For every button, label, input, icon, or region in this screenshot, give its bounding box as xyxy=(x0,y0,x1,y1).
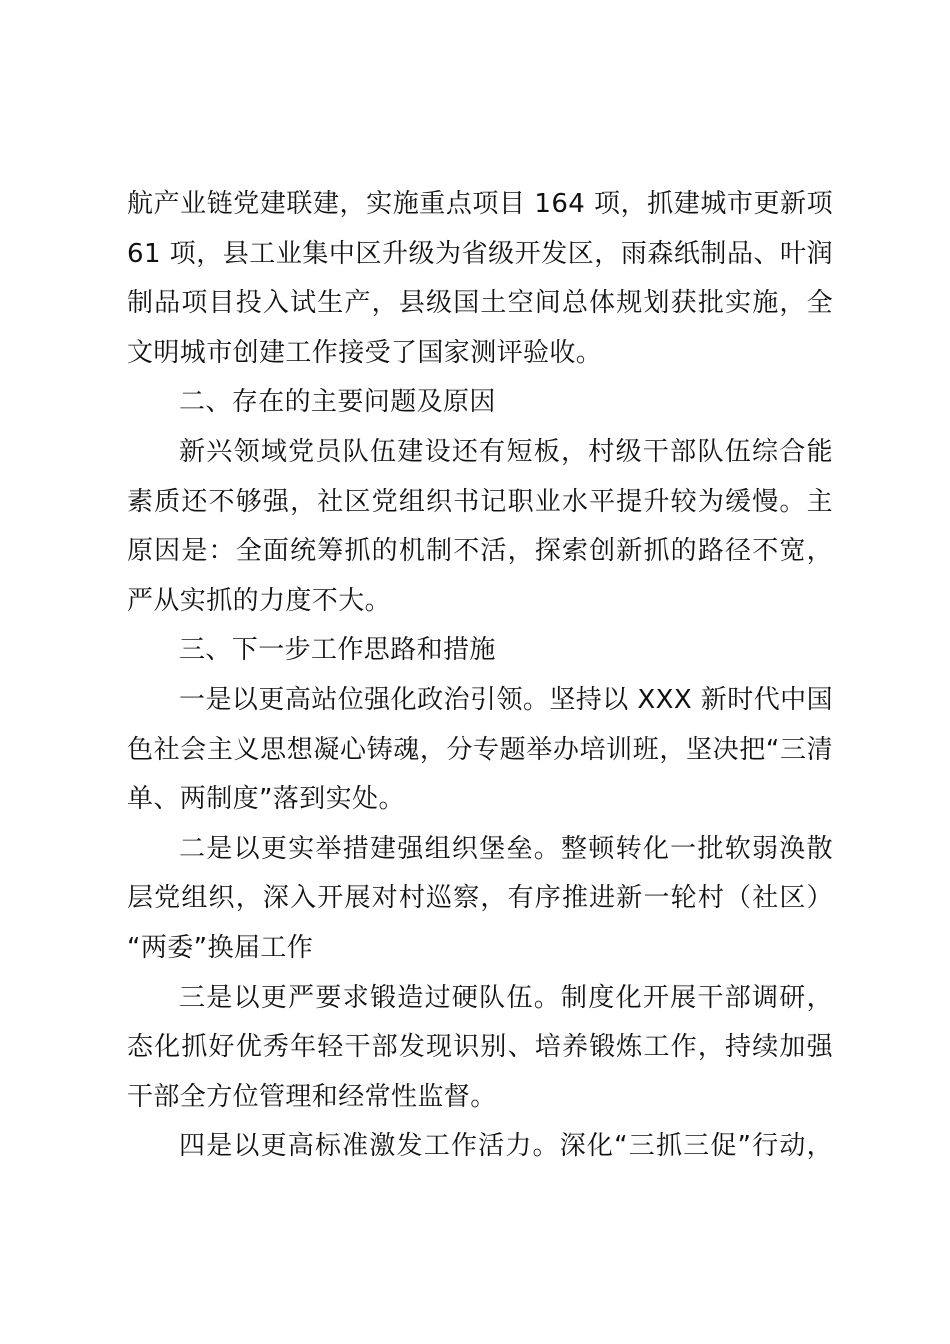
text-line: 三是以更严要求锻造过硬队伍。制度化开展干部调研， xyxy=(179,982,833,1013)
text-line: 干部全方位管理和经常性监督。 xyxy=(127,1081,497,1112)
text-line: 层党组织，深入开展对村巡察，有序推进新一轮村（社区） xyxy=(127,883,833,914)
text-line: “两委”换届工作 xyxy=(127,932,314,963)
text-line: 航产业链党建联建，实施重点项目 164 项，抓建城市更新项 xyxy=(127,189,833,219)
text-line: 单、两制度”落到实处。 xyxy=(127,784,405,815)
text-line: 原因是：全面统筹抓的机制不活，探索创新抓的路径不宽， xyxy=(127,536,833,567)
section-heading-2: 二、存在的主要问题及原因 xyxy=(179,387,496,418)
text-line: 61 项，县工业集中区升级为省级开发区，雨森纸制品、叶润 xyxy=(127,238,833,269)
text-line: 一是以更高站位强化政治引领。坚持以 XXX 新时代中国 xyxy=(179,684,833,715)
text-line: 文明城市创建工作接受了国家测评验收。 xyxy=(127,337,603,368)
text-line: 态化抓好优秀年轻干部发现识别、培养锻炼工作，持续加强 xyxy=(127,1032,833,1063)
text-line: 色社会主义思想凝心铸魂，分专题举办培训班，坚决把“三清 xyxy=(127,734,833,765)
section-heading-3: 三、下一步工作思路和措施 xyxy=(179,635,496,666)
text-line: 素质还不够强，社区党组织书记职业水平提升较为缓慢。主 xyxy=(127,486,833,517)
document-body xyxy=(127,180,833,1172)
text-line: 严从实抓的力度不大。 xyxy=(127,585,392,616)
text-line: 四是以更高标准激发工作活力。深化“三抓三促”行动， xyxy=(179,1131,833,1162)
text-line: 新兴领域党员队伍建设还有短板，村级干部队伍综合能 xyxy=(179,436,833,467)
text-line: 二是以更实举措建强组织堡垒。整顿转化一批软弱涣散 xyxy=(179,833,833,864)
text-line: 制品项目投入试生产，县级国土空间总体规划获批实施，全 xyxy=(127,288,833,319)
